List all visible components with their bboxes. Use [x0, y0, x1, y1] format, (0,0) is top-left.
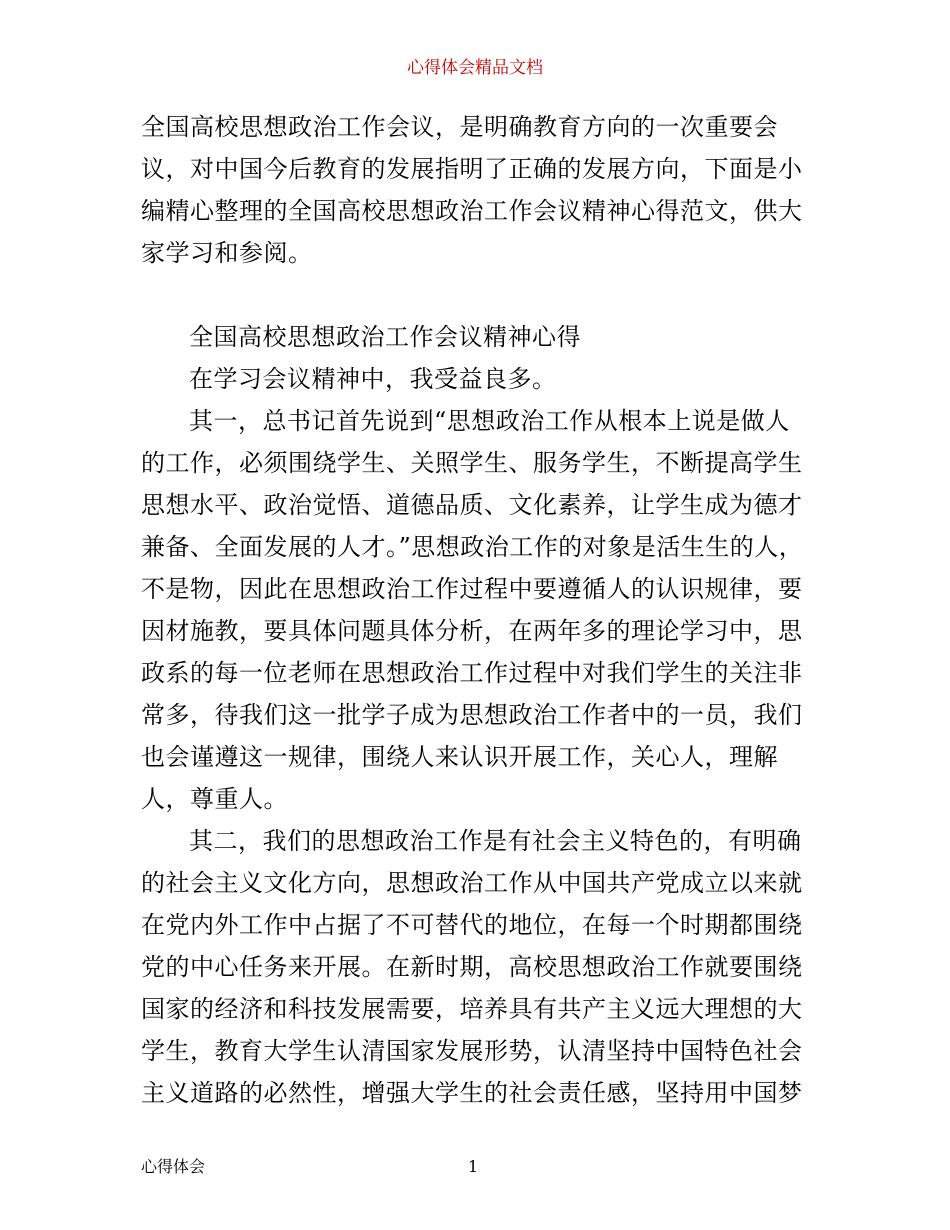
body-paragraph-3: 其二，我们的思想政治工作是有社会主义特色的，有明确的社会主义文化方向，思想政治工作从中国共产党成立以来就在党内外工作中占据了不可替代的地位，在每一个时期都围绕党的中心任务来开展。在新时期，高校思想政治工作就要围绕国家的经济和科技发展需要，培养具有共产主义远大理想的大学生，教育大学生认清国家发展形势，认清坚持中国特色社会主义道路的必然性，增强大学生的社会责任感，坚持用中国梦 [141, 827, 803, 1107]
document-body [141, 106, 811, 1114]
document-header-title: 心得体会精品文档 [407, 58, 543, 78]
body-paragraph-1: 在学习会议精神中，我受益良多。 [189, 365, 557, 393]
section-heading: 全国高校思想政治工作会议精神心得 [189, 323, 581, 351]
body-paragraph-2: 其一，总书记首先说到“思想政治工作从根本上说是做人的工作，必须围绕学生、关照学生、服务学生，不断提高学生思想水平、政治觉悟、道德品质、文化素养，让学生成为德才兼备、全面发展的人才。”思想政治工作的对象是活生生的人，不是物，因此在思想政治工作过程中要遵循人的认识规律，要因材施教，要具体问题具体分析，在两年多的理论学习中，思政系的每一位老师在思想政治工作过程中对我们学生的关注非常多，待我们这一批学子成为思想政治工作者中的一员，我们也会谨遵这一规律，围绕人来认识开展工作，关心人，理解人，尊重人。 [141, 407, 804, 813]
footer-label: 心得体会 [141, 1157, 206, 1176]
intro-paragraph: 全国高校思想政治工作会议，是明确教育方向的一次重要会议，对中国今后教育的发展指明了正确的发展方向，下面是小编精心整理的全国高校思想政治工作会议精神心得范文，供大家学习和参阅。 [141, 113, 803, 267]
page-number: 1 [468, 1157, 479, 1176]
